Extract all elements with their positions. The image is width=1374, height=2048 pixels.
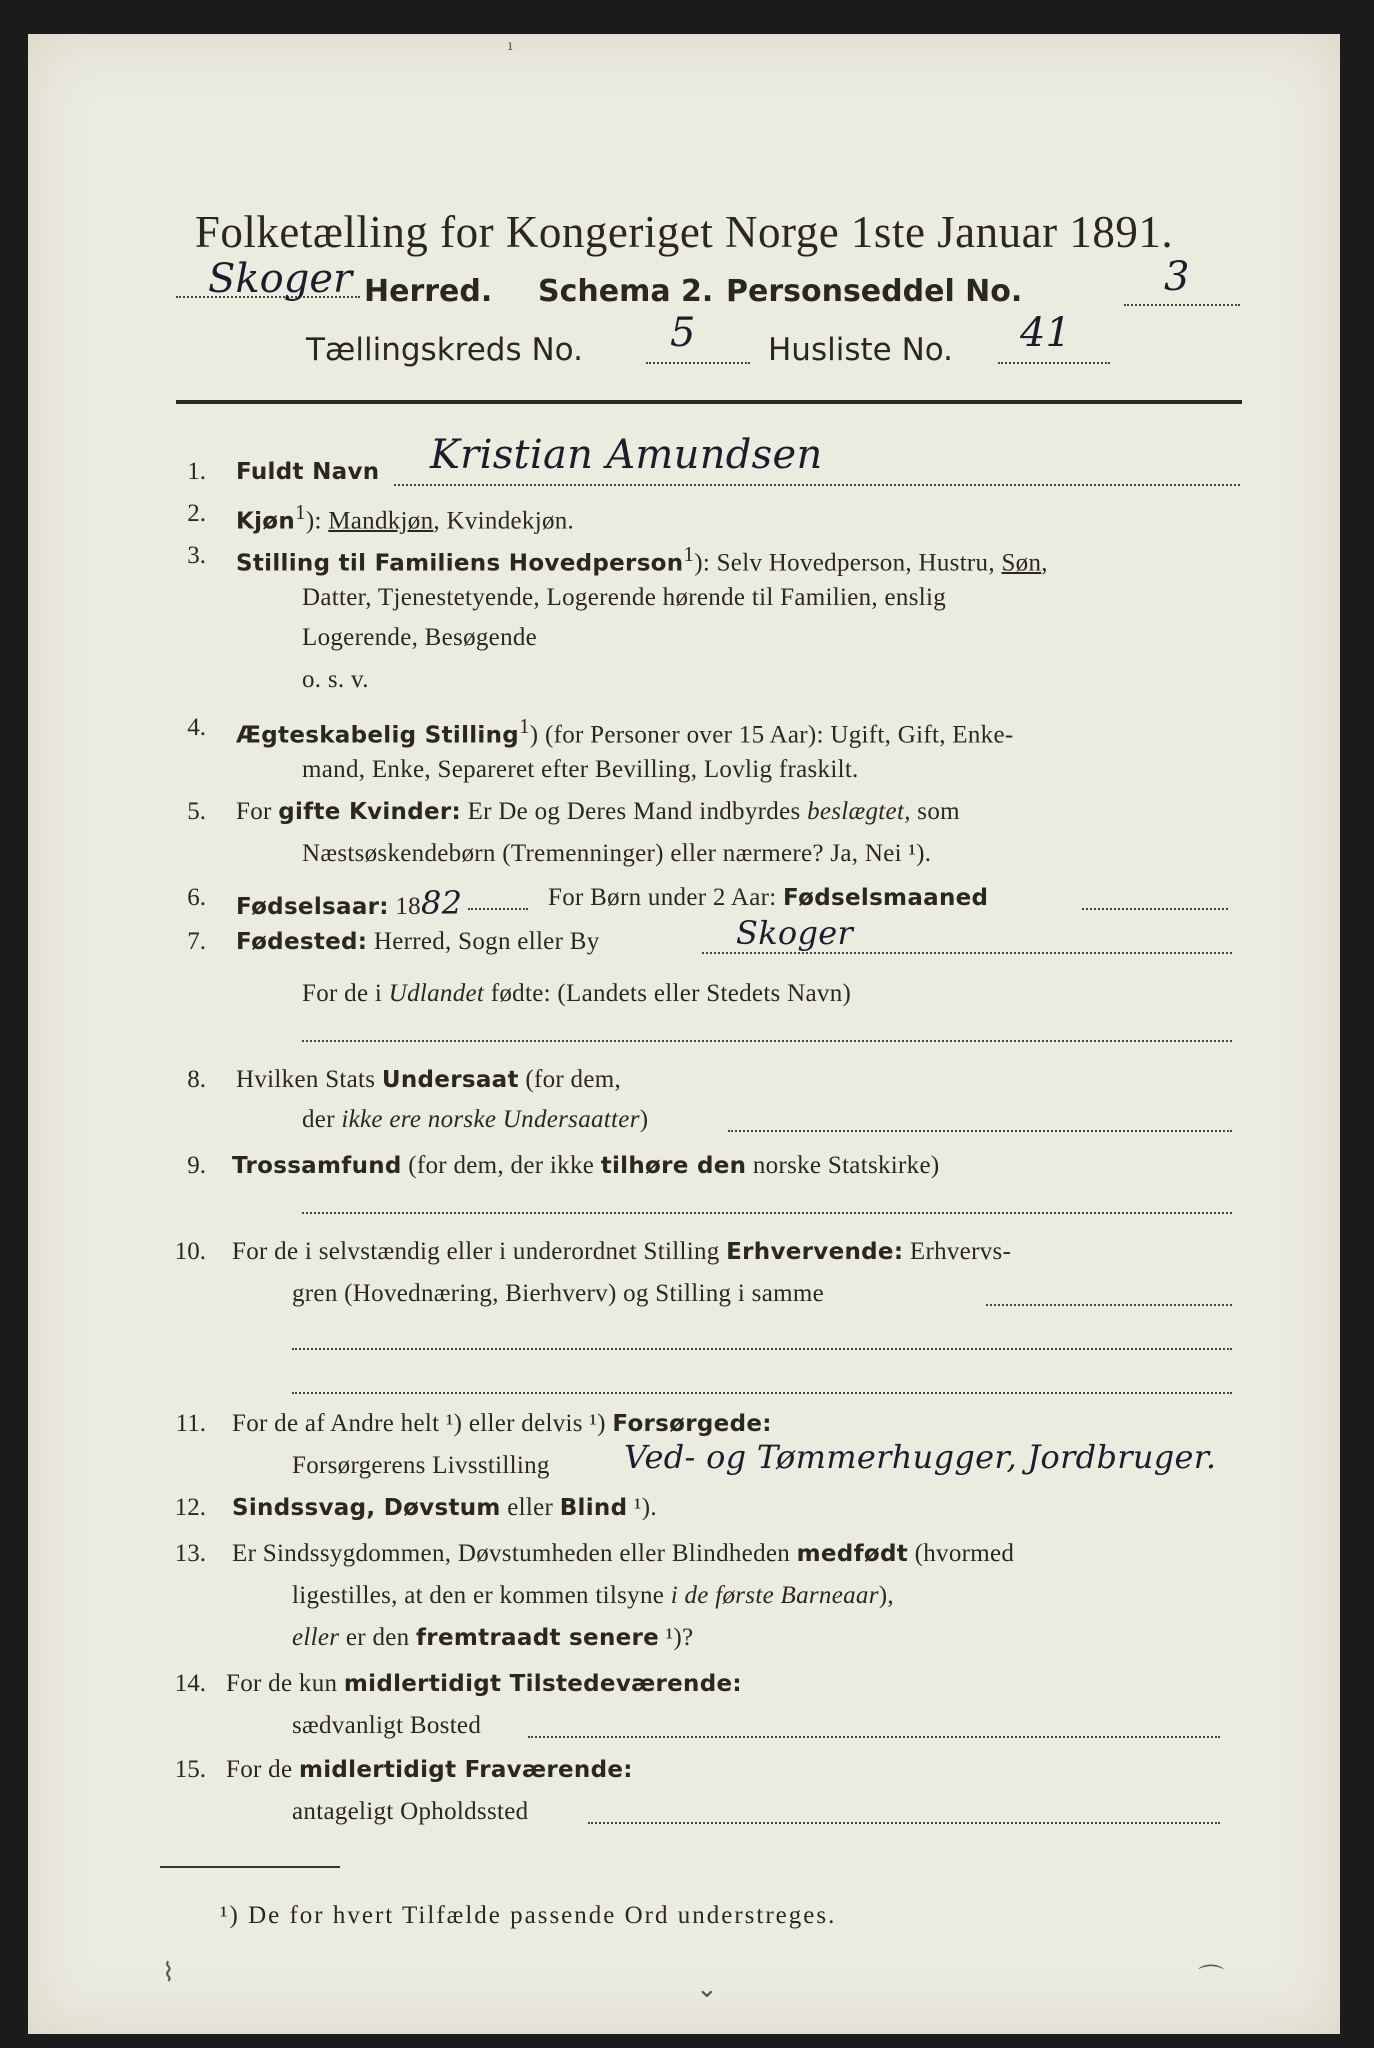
q6-birth-year-value: 82	[420, 884, 463, 922]
q1-dotted-line	[394, 484, 1240, 486]
q3-option-son: Søn	[1001, 549, 1042, 577]
q11-number: 11.	[175, 1410, 206, 1437]
q8-line2: der ikke ere norske Undersaatter)	[302, 1106, 649, 1133]
personseddel-label: Personseddel No.	[726, 274, 1023, 309]
q7-dotted-line	[702, 952, 1232, 954]
q3-number: 3.	[187, 542, 206, 569]
q11-line2: Forsørgerens Livsstilling	[292, 1452, 550, 1479]
q6-line-b: For Børn under 2 Aar: Fødselsmaaned	[548, 884, 989, 911]
q13-line2: ligestilles, at den er kommen tilsyne i de første Barneaar),	[292, 1582, 894, 1609]
q8-dotted-line	[728, 1130, 1232, 1132]
q1-name-value: Kristian Amundsen	[430, 432, 823, 478]
form-title: Folketælling for Kongeriget Norge 1ste Januar 1891.	[194, 207, 1174, 257]
personseddel-value: 3	[1164, 254, 1190, 300]
q4-line2: mand, Enke, Separeret efter Bevilling, Lovlig fraskilt.	[302, 756, 859, 783]
q6-number: 6.	[187, 884, 206, 911]
q7-number: 7.	[187, 928, 206, 955]
q10-dotted-line-3	[292, 1392, 1232, 1394]
q5-line2: Næstsøskendebørn (Tremenninger) eller nærmere? Ja, Nei ¹).	[302, 840, 932, 867]
ink-mark-center: ⌄	[696, 1974, 718, 2004]
q4-number: 4.	[187, 714, 206, 741]
q7-line1: Fødested: Herred, Sogn eller By	[236, 928, 600, 955]
q13-line1: Er Sindssygdommen, Døvstumheden eller Blindheden medfødt (hvormed	[232, 1540, 1015, 1567]
ink-mark-right: ⌒	[1198, 1964, 1225, 1994]
ink-speck: ı	[508, 38, 513, 54]
q15-line1: For de midlertidigt Fraværende:	[226, 1756, 633, 1783]
q8-line1: Hvilken Stats Undersaat (for dem,	[236, 1066, 622, 1093]
census-form-page	[28, 34, 1340, 2034]
q11-line1: For de af Andre helt ¹) eller delvis ¹) Forsørgede:	[232, 1410, 772, 1437]
q4-line1: Ægteskabelig Stilling$^1$) (for Personer over 15 Aar): Ugift, Gift, Enke-	[236, 714, 1014, 749]
q13-number: 13.	[174, 1540, 206, 1567]
q3-line3: Logerende, Besøgende	[302, 624, 538, 651]
q9-number: 9.	[187, 1152, 206, 1179]
herred-value: Skoger	[208, 256, 353, 302]
q3-line4: o. s. v.	[302, 666, 369, 693]
husliste-dotted-line	[998, 362, 1110, 364]
q14-line1: For de kun midlertidigt Tilstedeværende:	[226, 1670, 742, 1697]
footnote-rule	[160, 1866, 340, 1868]
personseddel-dotted-line	[1124, 304, 1240, 306]
header-rule	[176, 400, 1242, 404]
q12-number: 12.	[174, 1494, 206, 1521]
q10-line2: gren (Hovednæring, Bierhverv) og Stilling i samme	[292, 1280, 824, 1307]
q9-dotted-line	[302, 1212, 1232, 1214]
q1-number: 1.	[187, 458, 206, 485]
q2-line: Kjøn$^1$): Mandkjøn, Kvindekjøn.	[236, 500, 575, 535]
q15-number: 15.	[174, 1756, 206, 1783]
q15-dotted-line	[588, 1822, 1220, 1824]
taellingskreds-label: Tællingskreds No.	[306, 332, 583, 368]
q14-line2: sædvanligt Bosted	[292, 1712, 482, 1739]
q8-number: 8.	[187, 1066, 206, 1093]
q14-dotted-line	[528, 1736, 1220, 1738]
taellingskreds-dotted-line	[646, 362, 750, 364]
q10-number: 10.	[174, 1238, 206, 1265]
q15-line2: antageligt Opholdssted	[292, 1798, 529, 1825]
herred-label: Herred.	[364, 274, 493, 309]
q3-line1: Stilling til Familiens Hovedperson$^1$): Selv Hovedperson, Hustru, Søn,	[236, 542, 1048, 577]
footnote: ¹) De for hvert Tilfælde passende Ord understreges.	[220, 1902, 837, 1929]
q6-month-dotted-line	[1082, 908, 1228, 910]
ink-mark-left: ⌇	[162, 1958, 175, 1988]
q7-line2: For de i Udlandet fødte: (Landets eller Stedets Navn)	[302, 980, 852, 1007]
q10-dotted-line-1	[986, 1304, 1232, 1306]
q6-line: Fødselsaar: 1882	[236, 884, 463, 922]
q14-number: 14.	[174, 1670, 206, 1697]
q2-number: 2.	[187, 500, 206, 527]
husliste-value: 41	[1020, 310, 1071, 356]
q6-dotted-line	[468, 908, 528, 910]
q1-label: Fuldt Navn	[236, 459, 380, 485]
q12-line: Sindssvag, Døvstum eller Blind ¹).	[232, 1494, 657, 1521]
q9-line: Trossamfund (for dem, der ikke tilhøre den norske Statskirke)	[232, 1152, 940, 1179]
q5-line1: For gifte Kvinder: Er De og Deres Mand indbyrdes beslægtet, som	[236, 798, 960, 825]
taellingskreds-value: 5	[670, 310, 696, 356]
q2-option-mandkjon: Mandkjøn	[328, 507, 434, 535]
q10-dotted-line-2	[292, 1348, 1232, 1350]
q7-foreign-dotted-line	[302, 1040, 1232, 1042]
husliste-label: Husliste No.	[768, 332, 954, 368]
q10-line1: For de i selvstændig eller i underordnet Stilling Erhvervende: Erhvervs-	[232, 1238, 1012, 1265]
q13-line3: eller er den fremtraadt senere ¹)?	[292, 1624, 694, 1651]
q3-line2: Datter, Tjenestetyende, Logerende hørende til Familien, enslig	[302, 584, 947, 611]
schema-label: Schema 2.	[538, 274, 714, 309]
q11-provider-occupation-value: Ved- og Tømmerhugger, Jordbruger.	[624, 1438, 1217, 1476]
q7-birthplace-value: Skoger	[736, 914, 854, 952]
q5-number: 5.	[187, 798, 206, 825]
